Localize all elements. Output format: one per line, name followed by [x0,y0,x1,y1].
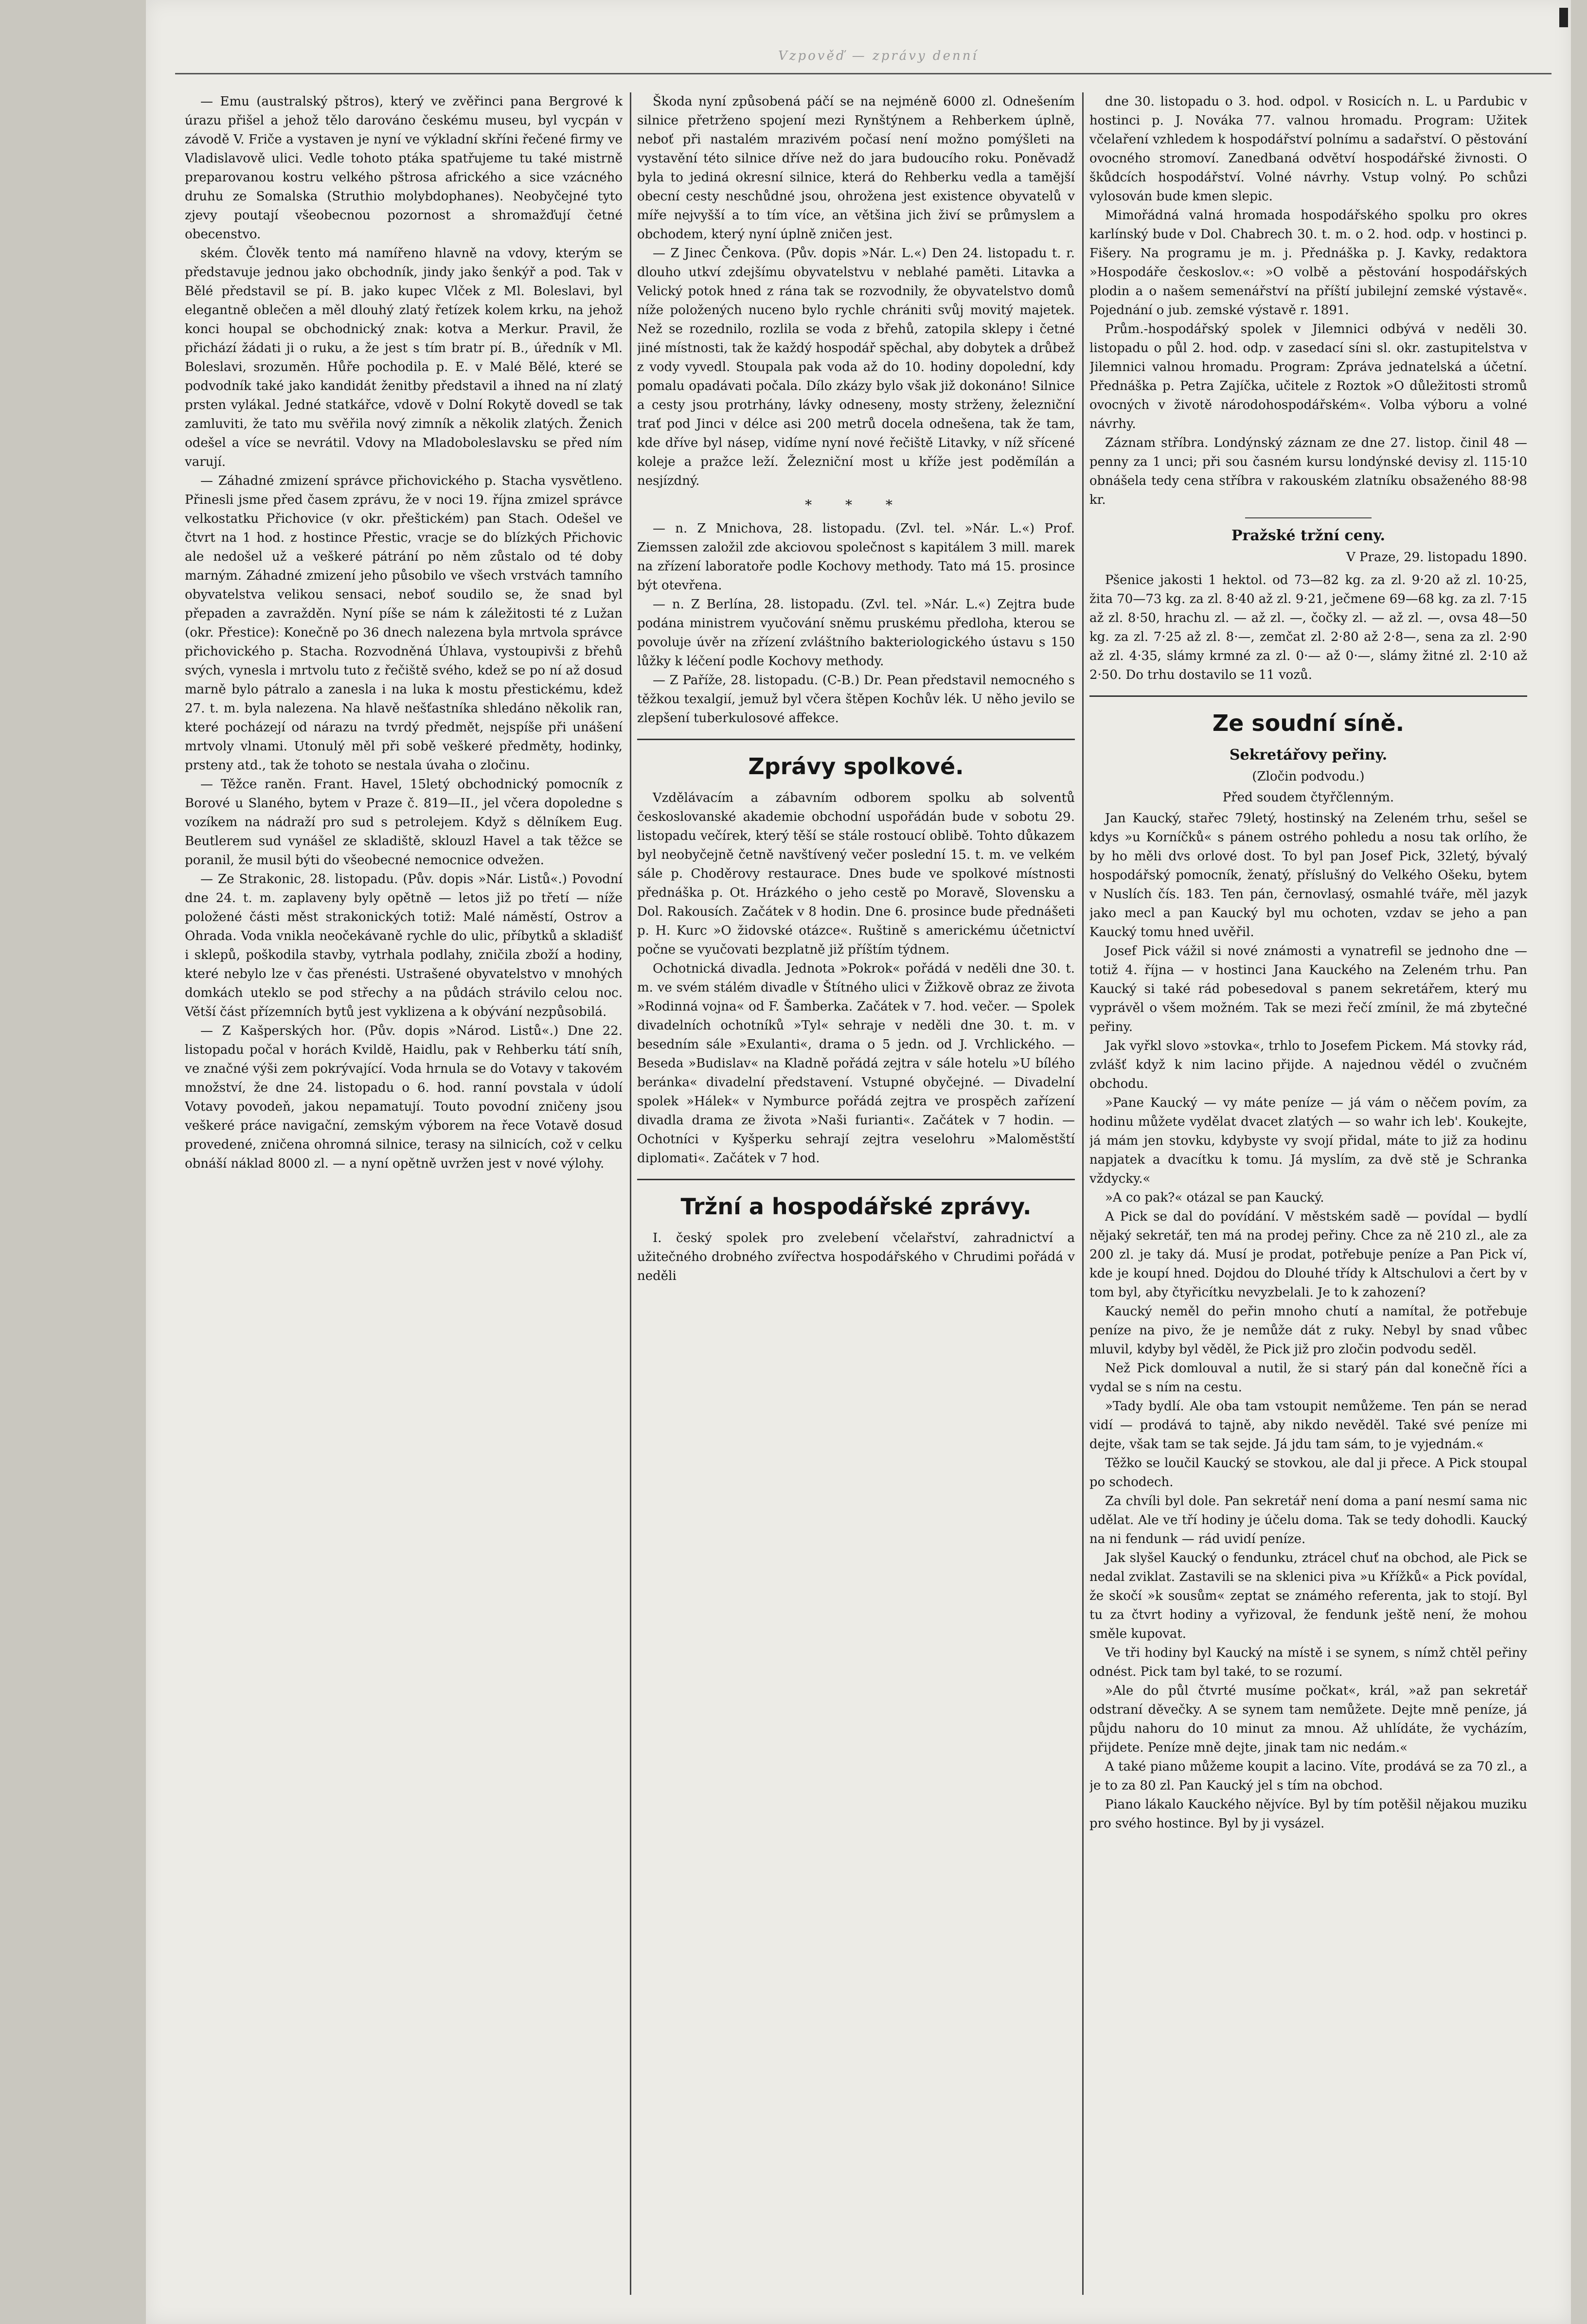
section-heading-club-news: Zprávy spolkové. [748,753,964,780]
article-kasperske-hory: — Z Kašperských hor. (Pův. dopis »Národ. Listů«.) Dne 22. listopadu počal v horách Kvildě, Haidlu, pak v Rehberku tátí sníh, ve značné výši zem pokrývající. Voda hrnula se do Votavy v takovém množství, že dne 24. listopadu o 6. hod. ranní povstala v údolí Votavy povodeň, jakou nepamatují. Touto povodní zničeny jsou veškeré práce navigační, zemským výborem na řece Votavě dosud provedené, zničena ohromná silnice, terasy na silnicích, což v celku obnáší náklad 8000 zl. — a nyní opětně uvržen jest v nové výlohy. [185,1024,623,1171]
article-silver-quote: Záznam stříbra. Londýnský záznam ze dne 27. listop. činil 48 — penny za 1 unci; při sou časném kursu londýnské devisy zl. 115·10 obnášela tedy cena stříbra v rakouském zlatníku obsaženého 88·98 kr. [1089,436,1527,507]
article-seriously-injured: — Těžce raněn. Frant. Havel, 15letý obchodnický pomocník z Borové u Slaného, bytem v Praze č. 819—II., jel včera dopoledne s vozíkem na nádraží pro sud s petrolejem. Když s dělníkem Eug. Beutlerem sud vynášel ze skladiště, sklouzl Havel a tak těžce se poranil, že musil býti do všeobecné nemocnice odvežen. [185,777,623,868]
court-paragraph: Kaucký neměl do peřin mnoho chutí a namítal, že potřebuje peníze na pivo, že je nemůže dát z ruky. Nebyl by snad vůbec mluvil, kdyby byl věděl, že Pick již pro zločin podvodu seděl. [1089,1304,1527,1357]
court-paragraph: Jan Kaucký, stařec 79letý, hostinský na Zeleném trhu, sešel se kdys »u Korníčků« s pánem ostrého pohledu a nosu tak orlího, že by ho měli dvs orlové dost. To byl pan Josef Pick, 32letý, bývalý hospodářský pomocník, ženatý, příslušný do Velkého Ošeku, bytem v Nuslích čís. 183. Ten pán, černovlasý, osmahlé tváře, měl jazyk jako mecl a pan Kaucký byl mu ochoten, vzdav se jeho a pan Kaucký tomu hned uvěřil. [1089,811,1527,940]
case-court: Před soudem čtyřčlenným. [1222,790,1394,805]
court-paragraph: A Pick se dal do povídání. V městském sadě — povídal — bydlí nějaký sekretář, ten má na prodej peřiny. Chce za ně 210 zl., ale za 200 zl. je taky dá. Musí je prodat, potřebuje peníze a Pan Pick ví, kde je koupí hned. Dojdou do Dlouhé třídy k Altschulovi a čert by v tom byl, aby čtyřicítku nevyzbelali. Je to k zahození? [1089,1209,1527,1300]
section-stars: * * * [805,497,907,513]
article-jince-cenkov: — Z Jinec Čenkova. (Pův. dopis »Nár. L.«) Den 24. listopadu t. r. dlouho utkví zdejšímu obyvatelstvu v neblahé paměti. Litavka a Velický potok hned z rána tak se rozvodnily, že obyvatelstvo domů níže položených nuceno bylo rychle chrániti svůj movitý majetek. Než se rozednilo, rozlila se voda z břehů, zatopila sklepy i četné jiné místnosti, tak že každý hospodář spěchal, aby dobytek a drůbež z vody vyvedl. Stoupala pak voda až do 10. hodiny dopolední, kdy pomalu opadávati počala. Dílo zkázy bylo však již dokonáno! Silnice a cesty jsou protrhány, lávky odneseny, mosty strženy, železniční trať pod Jinci v délce asi 200 metrů docela odnešena, tak že tam, kde dříve byl násep, vidíme nyní nové řečiště Litavky, v níž sřícené koleje a pražce leží. Železniční most u kříže jest poděmílán a nesjízdný. [637,246,1075,488]
court-paragraph: »Pane Kaucký — vy máte peníze — já vám o něčem povím, za hodinu můžete vydělat dvacet zlatých — so wahr ich leb'. Koukejte, já mám jen stovku, kdybyste vy svojí přidal, máte to již za hodinu napjatek a dvacítku k tomu. Já myslím, za dvě stě je Schranka vždycky.« [1089,1096,1527,1186]
section-rule [637,1179,1075,1180]
edge-mark [1559,8,1568,27]
article-suitor-fraud: ském. Člověk tento má namířeno hlavně na vdovy, kterým se představuje jednou jako obchodník, jindy jako šenkýř a pod. Tak v Bělé představil se pí. B. jako kupec Vlček z Ml. Boleslavi, byl elegantně oblečen a měl dlouhý zlatý řetízek kolem krku, na jehož konci houpal se obchodnický znak: kotva a Merkur. Pravil, že přichází žádati ji o ruku, a že jest s tím bratr pí. B., úředník v Ml. Boleslavi, srozuměn. Hůře pochodila p. E. v Malé Bělé, které se podvodník také jako kandidát ženitby představil a ihned na ní zlatý prsten vylákal. Jedné statkářce, vdově v Dolní Rokytě dovedl se tak zamluviti, že tato mu svěřila nový zimník a několik zlatých. Ženich odešel a více se nevrátil. Vdovy na Mladoboleslavsku se před ním varují. [185,246,623,469]
article-emu: — Emu (australský pštros), který ve zvěřinci pana Bergrové k úrazu přišel a jehož tělo darováno českému museu, byl vycpán v závodě V. Friče a vystaven je nyní ve výkladní skříni řečené firmy ve Vladislavově ulici. Vedle tohoto ptáka spatřujeme tu také mistrně preparovanou kostru velkého pštrosa afrického a sice vzácného druhu ze Somalska (Struthio molybdophanes). Neobyčejné tyto zjevy poutají všeobecnou pozornost a shromažďují četné obecenstvo. [185,94,623,242]
court-paragraph: Ve tři hodiny byl Kaucký na místě i se synem, s nímž chtěl peřiny odnést. Pick tam byl také, to se rozumí. [1089,1646,1527,1679]
court-paragraph: Jak vyřkl slovo »stovka«, trhlo to Josefem Pickem. Má stovky rád, zvlášť když k nim lacino přijde. A najednou vědél o zvučném obchodu. [1089,1039,1527,1091]
court-paragraph: Jak slyšel Kaucký o fendunku, ztrácel chuť na obchod, ale Pick se nedal zviklat. Zastavili se na sklenici piva »u Křížků« a Pick povídal, že skočí »k sousům« zeptat se známého referenta, jak to stojí. Byl tu za čtvrt hodiny a vyřizoval, že fendunk ještě není, že mohou směle kupovat. [1089,1551,1527,1641]
court-paragraph: Těžko se loučil Kaucký se stovkou, ale dal ji přece. A Pick stoupal po schodech. [1089,1456,1527,1490]
column-left [185,92,623,2295]
top-rule [175,73,1551,74]
article-amateur-theatre: Ochotnická divadla. Jednota »Pokrok« pořádá v neděli dne 30. t. m. ve svém stálém divadle v Štítného ulici v Žižkově obraz ze života »Rodinná vojna« od F. Šamberka. Začátek v 7. hod. večer. — Spolek divadelních ochotníků »Tyl« sehraje v neděli dne 30. t. m. v besedním sále »Exulanti«, drama o 5 jedn. od J. Vrchlického. — Beseda »Budislav« na Kladně pořádá zejtra v sále hotelu »U bílého beránka« divadelní představení. Vstupné obyčejné. — Divadelní spolek »Hálek« v Nymburce pořádá zejtra ve prospěch zařízení divadla drama ze života »Naši furianti«. Začátek v 7 hodin. — Ochotníci v Kyšperku sehrají zejtra veselohru »Maloměstští diplomati«. Začátek v 7 hod. [637,961,1075,1166]
article-beekeeping-society: I. český spolek pro zvelebení včelařství, zahradnictví a užitečného drobného zvířectva hospodářského v Chrudimi pořádá v neděli [637,1231,1075,1283]
court-paragraph: »Ale do půl čtvrté musíme počkat«, král, »až pan sekretář odstraní děvečky. A se synem tam nemůžete. Dejte mně peníze, já půjdu nahoru do 10 minut za mnou. Až uhlídáte, že vycházím, přijdete. Peníze mně dejte, jinak tam nic nedám.« [1089,1684,1527,1755]
newspaper-page [146,0,1571,2324]
article-munich: — n. Z Mnichova, 28. listopadu. (Zvl. tel. »Nár. L.«) Prof. Ziemssen založil zde akciovou společnost s kapitálem 3 mill. marek na zřízení laboratoře podle Kochovy methody. Tato má 15. prosince být otevřena. [637,521,1075,593]
section-heading-market-news: Tržní a hospodářské zprávy. [680,1193,1032,1220]
column-right [1089,92,1527,2295]
column-divider-2 [1082,92,1084,2295]
article-strakonice-flood: — Ze Strakonic, 28. listopadu. (Pův. dopis »Nár. Listů«.) Povodní dne 24. t. m. zaplaveny byly opětně — letos již po třetí — níže položené části měst strakonických totiž: Malé náměstí, Ostrov a Ohrada. Voda vnikla neočekávaně rychle do ulic, příbytků a skladišť i sklepů, poškodila stavby, vytrhala podlahy, zničila zboží a hodiny, které nebylo lze v čas přenésti. Ustrašené obyvatelstvo v mnohých domkách uteklo se pod střechy a na půdách strávilo celou noc. Větší část přízemních bytů jest vyklizena a k obývání nezpůsobilá. [185,872,623,1019]
article-rosice-meeting: dne 30. listopadu o 3. hod. odpol. v Rosicích n. L. u Pardubic v hostinci p. J. Nováka 77. valnou hromadu. Program: Užitek včelaření vzhledem k hospodářství polnímu a sadařství. O pěstování ovocného stromoví. Zanedbaná odvětví hospodářské živnosti. O škůdcích hospodářství. Volné návrhy. Vstup volný. Po schůzi vylosován bude kmen slepic. [1089,94,1527,204]
court-paragraph: »Tady bydlí. Ale oba tam vstoupit nemůžeme. Ten pán se nerad vidí — prodává to tajně, aby nikdo nevěděl. Také své peníze mi dejte, však tam se tak sejde. Já jdu tam sám, to je vyjednám.« [1089,1399,1527,1452]
section-heading-court: Ze soudní síně. [1212,710,1405,736]
article-academy-evening: Vzdělávacím a zábavním odborem spolku ab solventů českoslovanské akademie obchodní uspořádán bude v sobotu 29. listopadu večírek, který těší se stále rostoucí oblibě. Tohto důkazem byl neobyčejně četně navštívený večer poslední 15. t. m. ve velkém sále p. Choděrovy restaurace. Dnes bude ve spolkové místnosti přednáška p. Ot. Hrázkého o jeho cestě po Moravě, Slovensku a Dol. Rakousích. Začátek v 8 hodin. Dne 6. prosince bude přednášeti p. H. Kurc »O židovské otázce«. Ruštině s americkému účetnictví počne se vyučovati bezplatně již příštím týdnem. [637,791,1075,957]
market-prices-text: Pšenice jakosti 1 hektol. od 73—82 kg. za zl. 9·20 až zl. 10·25, žita 70—73 kg. za zl. 8·40 až zl. 9·21, ječmene 69—68 kg. za zl. 7·15 až zl. 8·50, hrachu zl. — až zl. —, čočky zl. — až zl. —, ovsa 48—50 kg. za zl. 7·25 až zl. 8·—, zemčat zl. 2·80 až 2·8—, sena za zl. 2·90 až zl. 4·35, slámy krmné za zl. 0·— až 0·—, slámy žitné zl. 2·10 až 2·50. Do trhu dostavilo se 11 vozů. [1089,573,1527,682]
column-middle [637,92,1075,2295]
short-rule [1245,517,1372,518]
section-rule [637,739,1075,740]
market-prices-title: Pražské tržní ceny. [1231,527,1385,544]
court-paragraph: A také piano můžeme koupit a lacino. Víte, prodává se za 70 zl., a je to za 80 zl. Pan Kaucký jel s tím na obchod. [1089,1759,1527,1793]
case-subtitle: (Zločin podvodu.) [1252,769,1365,784]
faded-header-text: Vzpověď — zprávy denní [778,49,979,63]
court-paragraph: »A co pak?« otázal se pan Kaucký. [1105,1190,1324,1205]
court-paragraph: Josef Pick vážil si nové známosti a vynatrefil se jednoho dne — totiž 4. října — v hostinci Jana Kauckého na Zeleném trhu. Pan Kaucký si také rád pobesedoval s panem sekretářem, který mu vyprávěl o všem možném. Tak se mezi řečí zmínil, že má zbytečné peřiny. [1089,944,1527,1034]
article-stach-disappearance: — Záhadné zmizení správce přichovického p. Stacha vysvětleno. Přinesli jsme před časem zprávu, že v noci 19. října zmizel správce velkostatku Přichovice (v okr. přeštickém) pan Stach. Odešel ve čtvrt na 1 hod. z hostince Přestic, vracje se do blízkých Přichovic ale nedošel už a veškeré pátrání po něm zůstalo od té doby marným. Záhadné zmizení jeho působilo ve všech vrstvách tamního obyvatelstva velikou sensaci, neboť soudilo se, že snad byl přepaden a zavražděn. Nyní píše se nám k záležitosti té z Lužan (okr. Přestice): Konečně po 36 dnech nalezena byla mrtvola správce přichovického p. Stacha. Rozvodněná Úhlava, vystoupivši z břehů svých, vynesla i mrtvolu tuto z řečiště svého, kdež se po ní až dosud marně bylo pátralo a zanesla i na luka k mostu přestickému, kdež 27. t. m. byla nalezena. Na hlavě nešťastníka shledáno několik ran, které pocházejí od nárazu na tvrdý předmět, nejspíše při unášení mrtvoly vlnami. Utonulý měl při sobě veškeré předměty, hodinky, prsteny atd., tak že tohoto se nestala úvaha o zločinu. [185,474,623,773]
article-paris: — Z Paříže, 28. listopadu. (C-B.) Dr. Pean představil nemocného s těžkou texalgií, jemuž byl včera štěpen Kochův lék. U něho jevilo se zlepšení tuberkulosové affekce. [637,673,1075,726]
article-jilemnice-meeting: Prům.-hospodářský spolek v Jilemnici odbývá v neděli 30. listopadu o půl 2. hod. odp. v zasedací síni sl. okr. zastupitelstva v Jilemnici valnou hromadu. Program: Zpráva jednatelská a účetní. Přednáška p. Petra Zajíčka, učitele z Roztok »O důležitosti stromů ovocných v životě národohospodářském«. Volba výboru a volné návrhy. [1089,322,1527,431]
column-divider-1 [630,92,631,2295]
court-paragraph: Piano lákalo Kauckého nějvíce. Byl by tím potěšil nějakou muziku pro svého hostince. Byl by ji vysázel. [1089,1797,1527,1831]
market-prices-date: V Praze, 29. listopadu 1890. [1346,550,1527,565]
article-berlin: — n. Z Berlína, 28. listopadu. (Zvl. tel. »Nár. L.«) Zejtra bude podána ministrem vyučování sněmu pruskému předloha, kterou se povoluje úvěr na zřízení zvláštního bakteriologického ústavu s 150 lůžky k léčení podle Kochovy methody. [637,597,1075,669]
court-paragraph: Než Pick domlouval a nutil, že si starý pán dal konečně říci a vydal se s ním na cestu. [1089,1361,1527,1395]
court-paragraph: Za chvíli byl dole. Pan sekretář není doma a paní nesmí sama nic udělat. Ale ve tří hodiny je účelu doma. Tak se tedy dohodli. Kaucký na ni fendunk — rád uvidí peníze. [1089,1494,1527,1546]
article-karlin-meeting: Mimořádná valná hromada hospodářského spolku pro okres karlínský bude v Dol. Chabrech 30. t. m. o 2. hod. odp. v hostinci p. Fišery. Na programu je m. j. Přednáška p. J. Kavky, redaktora »Hospodáře českoslov.«: »O volbě a pěstování hospodářských plodin a o našem semenářství na příští jubilejní zemské výstavě«. Pojednání o jub. zemské výstavě r. 1891. [1089,208,1527,318]
article-damage-continued: Škoda nyní způsobená páčí se na nejméně 6000 zl. Odnešením silnice přetrženo spojení mezi Rynštýnem a Rehberkem úplně, neboť při nastalém mrazivém počasí není možno pomýšleti na vystavění této silnice dříve než do jara budoucího roku. Poněvadž byla to jediná okresní silnice, která do Rehberku vedla a tamější obecní cesty neschůdné jsou, ohrožena jest existence obyvatelů v míře nejvyšší a to tím více, an většina jich živí se průmyslem a obchodem, který nyní úplně zničen jest. [637,94,1075,242]
case-title: Sekretářovy peřiny. [1229,746,1388,763]
section-rule [1089,695,1527,697]
